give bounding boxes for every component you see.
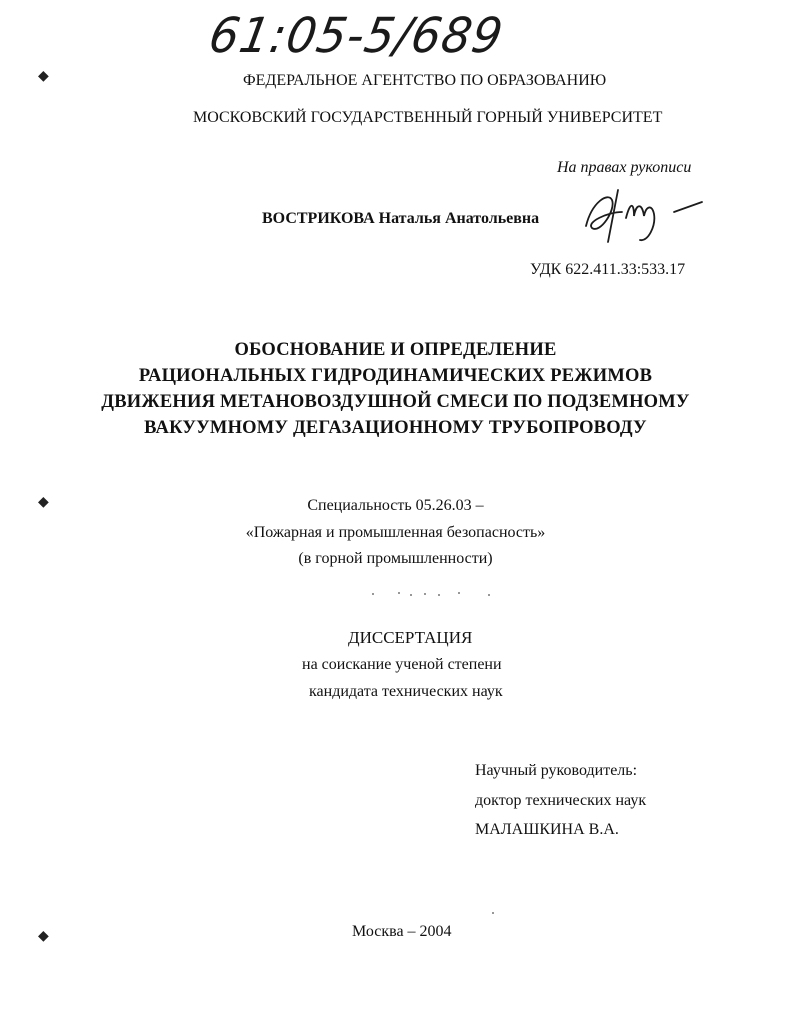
scan-speck xyxy=(488,594,490,596)
scan-speck xyxy=(424,593,426,595)
author-given-names: Наталья Анатольевна xyxy=(378,210,540,227)
binding-mark-icon: ◆ xyxy=(38,69,49,84)
specialty-code: Специальность 05.26.03 – xyxy=(307,497,484,514)
scan-speck xyxy=(438,594,440,596)
advisor-degree: доктор технических наук xyxy=(475,792,647,809)
scan-speck xyxy=(410,594,412,596)
dissertation-degree: кандидата технических наук xyxy=(309,683,503,700)
title-line: ДВИЖЕНИЯ МЕТАНОВОЗДУШНОЙ СМЕСИ ПО ПОДЗЕМНОМУ xyxy=(101,392,690,412)
university-name: МОСКОВСКИЙ ГОСУДАРСТВЕННЫЙ ГОРНЫЙ УНИВЕРСИТЕТ xyxy=(193,109,663,126)
scan-speck xyxy=(458,592,460,594)
scan-speck xyxy=(372,593,374,595)
dissertation-purpose: на соискание ученой степени xyxy=(302,656,502,673)
archive-number-handwritten: 61:05-5/689 xyxy=(205,6,508,64)
binding-mark-icon: ◆ xyxy=(38,929,49,944)
specialty-name: «Пожарная и промышленная безопасность» xyxy=(245,524,546,541)
title-line: РАЦИОНАЛЬНЫХ ГИДРОДИНАМИЧЕСКИХ РЕЖИМОВ xyxy=(138,366,653,386)
advisor-role: Научный руководитель: xyxy=(475,762,638,779)
specialty-branch: (в горной промышленности) xyxy=(298,550,493,567)
manuscript-note: На правах рукописи xyxy=(557,159,692,176)
title-line: ВАКУУМНОМУ ДЕГАЗАЦИОННОМУ ТРУБОПРОВОДУ xyxy=(144,418,647,438)
udc-code: УДК 622.411.33:533.17 xyxy=(530,261,686,278)
author-name xyxy=(262,210,539,228)
scan-speck xyxy=(492,912,494,914)
scan-speck xyxy=(398,592,400,594)
binding-mark-icon: ◆ xyxy=(38,495,49,510)
author-surname: ВОСТРИКОВА xyxy=(262,210,375,227)
title-line: ОБОСНОВАНИЕ И ОПРЕДЕЛЕНИЕ xyxy=(234,340,557,360)
agency-name: ФЕДЕРАЛЬНОЕ АГЕНТСТВО ПО ОБРАЗОВАНИЮ xyxy=(243,72,607,89)
dissertation-heading: ДИССЕРТАЦИЯ xyxy=(348,628,473,647)
city-year: Москва – 2004 xyxy=(352,923,452,940)
advisor-name: МАЛАШКИНА В.А. xyxy=(475,821,619,838)
author-signature xyxy=(578,182,708,248)
